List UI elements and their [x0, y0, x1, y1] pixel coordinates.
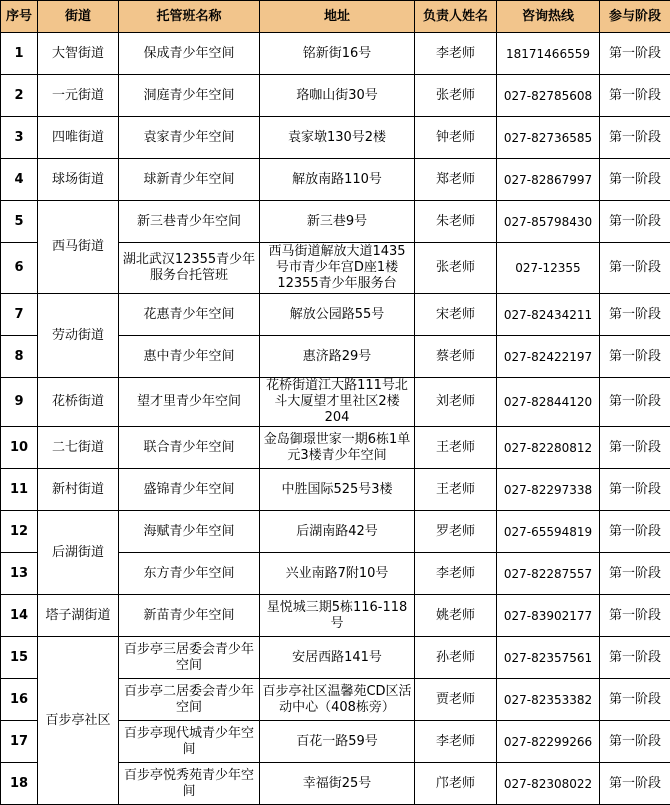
row-no: 3 — [1, 117, 38, 159]
stage-cell: 第一阶段 — [600, 336, 670, 378]
row-no: 7 — [1, 294, 38, 336]
table-row — [1, 294, 670, 336]
hotline-cell: 027-82299266 — [497, 721, 600, 763]
row-no: 4 — [1, 159, 38, 201]
class-name-cell: 洞庭青少年空间 — [119, 75, 260, 117]
stage-cell: 第一阶段 — [600, 595, 670, 637]
hotline-cell: 027-83902177 — [497, 595, 600, 637]
street-cell: 四唯街道 — [38, 117, 119, 159]
stage-cell: 第一阶段 — [600, 511, 670, 553]
person-cell: 王老师 — [415, 469, 497, 511]
address-cell: 百步亭社区温馨苑CD区活动中心（408栋旁） — [260, 679, 415, 721]
person-cell: 李老师 — [415, 33, 497, 75]
row-no: 1 — [1, 33, 38, 75]
table-row — [1, 159, 670, 201]
stage-cell: 第一阶段 — [600, 159, 670, 201]
row-no: 14 — [1, 595, 38, 637]
hotline-cell: 027-82844120 — [497, 378, 600, 427]
street-cell: 后湖街道 — [38, 511, 119, 595]
address-cell: 解放南路110号 — [260, 159, 415, 201]
table-row — [1, 427, 670, 469]
stage-cell: 第一阶段 — [600, 427, 670, 469]
table-row — [1, 33, 670, 75]
stage-cell: 第一阶段 — [600, 553, 670, 595]
row-no: 16 — [1, 679, 38, 721]
street-cell: 西马街道 — [38, 201, 119, 294]
address-cell: 惠济路29号 — [260, 336, 415, 378]
street-cell: 花桥街道 — [38, 378, 119, 427]
stage-cell: 第一阶段 — [600, 637, 670, 679]
class-name-cell: 花惠青少年空间 — [119, 294, 260, 336]
address-cell: 后湖南路42号 — [260, 511, 415, 553]
hotline-cell: 027-82422197 — [497, 336, 600, 378]
person-cell: 李老师 — [415, 721, 497, 763]
person-cell: 蔡老师 — [415, 336, 497, 378]
header-class-name: 托管班名称 — [119, 1, 260, 33]
stage-cell: 第一阶段 — [600, 243, 670, 294]
hotline-cell: 18171466559 — [497, 33, 600, 75]
hotline-cell: 027-82353382 — [497, 679, 600, 721]
row-no: 6 — [1, 243, 38, 294]
person-cell: 张老师 — [415, 243, 497, 294]
hotline-cell: 027-82357561 — [497, 637, 600, 679]
table-row — [1, 117, 670, 159]
hotline-cell: 027-82736585 — [497, 117, 600, 159]
class-name-cell: 联合青少年空间 — [119, 427, 260, 469]
stage-cell: 第一阶段 — [600, 679, 670, 721]
street-cell: 塔子湖街道 — [38, 595, 119, 637]
class-name-cell: 百步亭三居委会青少年空间 — [119, 637, 260, 679]
class-name-cell: 盛锦青少年空间 — [119, 469, 260, 511]
row-no: 11 — [1, 469, 38, 511]
hotline-cell: 027-82287557 — [497, 553, 600, 595]
stage-cell: 第一阶段 — [600, 469, 670, 511]
row-no: 18 — [1, 763, 38, 805]
class-name-cell: 保成青少年空间 — [119, 33, 260, 75]
person-cell: 张老师 — [415, 75, 497, 117]
row-no: 8 — [1, 336, 38, 378]
header-no: 序号 — [1, 1, 38, 33]
table-row — [1, 637, 670, 679]
header-stage: 参与阶段 — [600, 1, 670, 33]
address-cell: 新三巷9号 — [260, 201, 415, 243]
stage-cell: 第一阶段 — [600, 201, 670, 243]
address-cell: 中胜国际525号3楼 — [260, 469, 415, 511]
stage-cell: 第一阶段 — [600, 721, 670, 763]
table-row — [1, 201, 670, 243]
stage-cell: 第一阶段 — [600, 378, 670, 427]
hotline-cell: 027-82280812 — [497, 427, 600, 469]
class-name-cell: 百步亭悦秀苑青少年空间 — [119, 763, 260, 805]
hotline-cell: 027-82785608 — [497, 75, 600, 117]
class-name-cell: 球新青少年空间 — [119, 159, 260, 201]
person-cell: 贾老师 — [415, 679, 497, 721]
person-cell: 罗老师 — [415, 511, 497, 553]
address-cell: 袁家墩130号2楼 — [260, 117, 415, 159]
street-cell: 二七街道 — [38, 427, 119, 469]
person-cell: 李老师 — [415, 553, 497, 595]
address-cell: 珞咖山街30号 — [260, 75, 415, 117]
street-cell: 新村街道 — [38, 469, 119, 511]
street-cell: 球场街道 — [38, 159, 119, 201]
row-no: 17 — [1, 721, 38, 763]
person-cell: 孙老师 — [415, 637, 497, 679]
person-cell: 宋老师 — [415, 294, 497, 336]
row-no: 2 — [1, 75, 38, 117]
table-row — [1, 511, 670, 553]
table-row — [1, 469, 670, 511]
class-name-cell: 袁家青少年空间 — [119, 117, 260, 159]
address-cell: 安居西路141号 — [260, 637, 415, 679]
address-cell: 百花一路59号 — [260, 721, 415, 763]
stage-cell: 第一阶段 — [600, 33, 670, 75]
class-name-cell: 望才里青少年空间 — [119, 378, 260, 427]
hotline-cell: 027-82867997 — [497, 159, 600, 201]
hotline-cell: 027-82297338 — [497, 469, 600, 511]
address-cell: 兴业南路7附10号 — [260, 553, 415, 595]
stage-cell: 第一阶段 — [600, 763, 670, 805]
street-cell: 大智街道 — [38, 33, 119, 75]
class-name-cell: 新苗青少年空间 — [119, 595, 260, 637]
person-cell: 朱老师 — [415, 201, 497, 243]
street-cell: 一元街道 — [38, 75, 119, 117]
header-person: 负责人姓名 — [415, 1, 497, 33]
row-no: 13 — [1, 553, 38, 595]
person-cell: 邝老师 — [415, 763, 497, 805]
hotline-cell: 027-85798430 — [497, 201, 600, 243]
header-hotline: 咨询热线 — [497, 1, 600, 33]
class-name-cell: 百步亭现代城青少年空间 — [119, 721, 260, 763]
table-row — [1, 378, 670, 427]
row-no: 9 — [1, 378, 38, 427]
class-name-cell: 惠中青少年空间 — [119, 336, 260, 378]
hotline-cell: 027-82434211 — [497, 294, 600, 336]
street-cell: 劳动街道 — [38, 294, 119, 378]
row-no: 10 — [1, 427, 38, 469]
class-name-cell: 湖北武汉12355青少年服务台托管班 — [119, 243, 260, 294]
address-cell: 星悦城三期5栋116-118号 — [260, 595, 415, 637]
class-name-cell: 海赋青少年空间 — [119, 511, 260, 553]
address-cell: 铭新街16号 — [260, 33, 415, 75]
class-name-cell: 百步亭二居委会青少年空间 — [119, 679, 260, 721]
address-cell: 花桥街道江大路111号北斗大厦望才里社区2楼204 — [260, 378, 415, 427]
row-no: 12 — [1, 511, 38, 553]
address-cell: 金岛御璟世家一期6栋1单元3楼青少年空间 — [260, 427, 415, 469]
row-no: 5 — [1, 201, 38, 243]
person-cell: 郑老师 — [415, 159, 497, 201]
hotline-cell: 027-12355 — [497, 243, 600, 294]
class-name-cell: 新三巷青少年空间 — [119, 201, 260, 243]
address-cell: 解放公园路55号 — [260, 294, 415, 336]
row-no: 15 — [1, 637, 38, 679]
address-cell: 西马街道解放大道1435号市青少年宫D座1楼12355青少年服务台 — [260, 243, 415, 294]
person-cell: 姚老师 — [415, 595, 497, 637]
stage-cell: 第一阶段 — [600, 294, 670, 336]
hotline-cell: 027-82308022 — [497, 763, 600, 805]
stage-cell: 第一阶段 — [600, 75, 670, 117]
street-cell: 百步亭社区 — [38, 637, 119, 805]
stage-cell: 第一阶段 — [600, 117, 670, 159]
table-row — [1, 75, 670, 117]
hotline-cell: 027-65594819 — [497, 511, 600, 553]
header-address: 地址 — [260, 1, 415, 33]
table-row — [1, 595, 670, 637]
header-street: 街道 — [38, 1, 119, 33]
header-row — [1, 1, 670, 33]
person-cell: 钟老师 — [415, 117, 497, 159]
person-cell: 刘老师 — [415, 378, 497, 427]
address-cell: 幸福街25号 — [260, 763, 415, 805]
class-name-cell: 东方青少年空间 — [119, 553, 260, 595]
person-cell: 王老师 — [415, 427, 497, 469]
